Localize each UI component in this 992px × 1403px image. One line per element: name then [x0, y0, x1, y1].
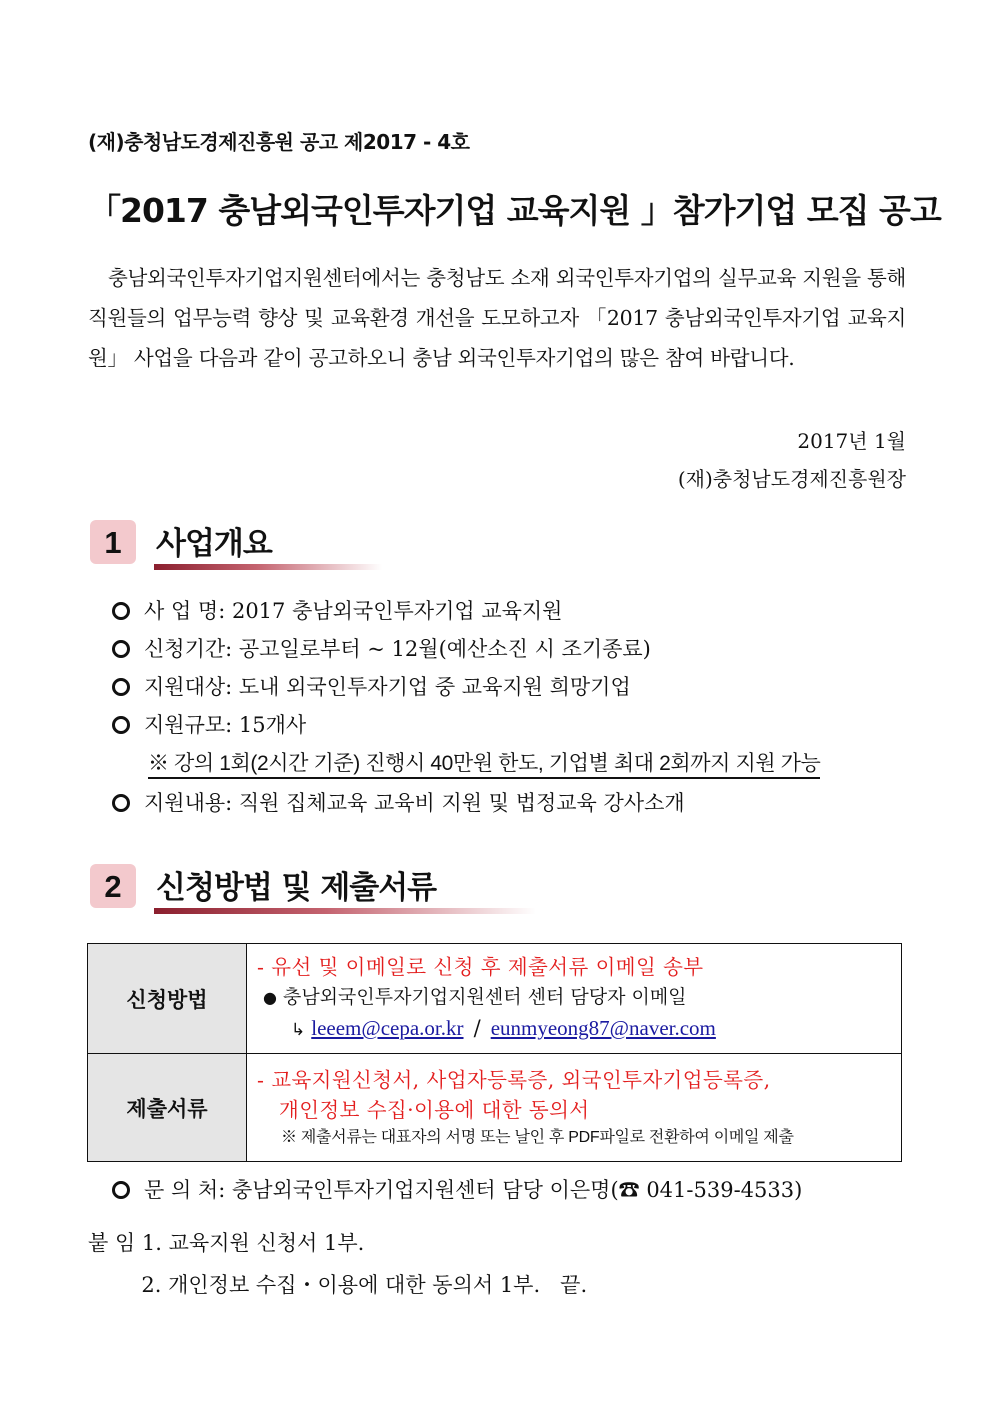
circle-bullet-icon: [112, 678, 130, 696]
notice-date: 2017년 1월: [797, 429, 906, 453]
circle-bullet-icon: [112, 640, 130, 658]
document-title: 「2017 충남외국인투자기업 교육지원 」참가기업 모집 공고: [88, 191, 941, 230]
required-documents-text-1: - 교육지원신청서, 사업자등록증, 외국인투자기업등록증,: [257, 1067, 771, 1092]
list-item: 지원규모: 15개사: [112, 706, 912, 744]
attachment-line-2: 2. 개인정보 수집・이용에 대한 동의서 1부. 끝.: [88, 1273, 588, 1297]
application-table: [87, 943, 902, 1162]
section-1-header: [90, 520, 390, 570]
contact-info: 문 의 처: 충남외국인투자기업지원센터 담당 이은명(☎ 041-539-4533): [112, 1171, 802, 1209]
list-item: 지원내용: 직원 집체교육 교육비 지원 및 법정교육 강사소개: [112, 784, 912, 822]
dot-bullet-icon: ●: [263, 988, 277, 1007]
required-documents-text-2: 개인정보 수집·이용에 대한 동의서: [279, 1097, 590, 1122]
table-row: [88, 944, 902, 1054]
email-link-1[interactable]: leeem@cepa.or.kr: [311, 1016, 464, 1040]
section-1-list: [112, 592, 912, 822]
support-note: ※ 강의 1회(2시간 기준) 진행시 40만원 한도, 기업별 최대 2회까지 지원 가능: [112, 744, 912, 784]
application-method-cell: [247, 944, 902, 1054]
circle-bullet-icon: [112, 602, 130, 620]
list-item: 사 업 명: 2017 충남외국인투자기업 교육지원: [112, 592, 912, 630]
section-2-number: 2: [90, 864, 136, 908]
intro-paragraph: 충남외국인투자기업지원센터에서는 충청남도 소재 외국인투자기업의 실무교육 지원을 통해 직원들의 업무능력 향상 및 교육환경 개선을 도모하고자 「2017 충남외국인투자기업 교육지원」 사업을 다음과 같이 공고하오니 충남 외국인투자기업의 많은 참여 바랍니다.: [88, 266, 906, 370]
list-item: 지원대상: 도내 외국인투자기업 중 교육지원 희망기업: [112, 668, 912, 706]
email-link-2[interactable]: eunmyeong87@naver.com: [490, 1016, 716, 1040]
attachment-line-1: 붙 임 1. 교육지원 신청서 1부.: [88, 1231, 365, 1255]
circle-bullet-icon: [112, 1181, 130, 1199]
section-1-number: 1: [90, 520, 136, 564]
section-2-underline: [154, 908, 536, 914]
required-documents-cell: [247, 1054, 902, 1162]
section-2-header: [90, 864, 550, 914]
issuer-signature: (재)충청남도경제진흥원장: [677, 467, 906, 491]
email-line: [257, 1013, 901, 1045]
circle-bullet-icon: [112, 716, 130, 734]
contact-email-line: ● 충남외국인투자기업지원센터 센터 담당자 이메일: [263, 986, 687, 1008]
submission-note: ※ 제출서류는 대표자의 서명 또는 날인 후 PDF파일로 전환하여 이메일 제출: [281, 1128, 794, 1146]
table-row: [88, 1054, 902, 1162]
section-1-underline: [154, 564, 382, 570]
application-method-label: 신청방법: [88, 944, 247, 1054]
email-separator: /: [473, 1016, 481, 1040]
application-method-text: - 유선 및 이메일로 신청 후 제출서류 이메일 송부: [257, 955, 704, 979]
return-arrow-icon: ↳: [291, 1020, 306, 1040]
notice-number: (재)충청남도경제진흥원 공고 제2017 - 4호: [88, 130, 470, 154]
required-documents-label: 제출서류: [88, 1054, 247, 1162]
list-item: 신청기간: 공고일로부터 ~ 12월(예산소진 시 조기종료): [112, 630, 912, 668]
circle-bullet-icon: [112, 794, 130, 812]
section-2-title: 신청방법 및 제출서류: [156, 870, 437, 906]
section-1-title: 사업개요: [156, 526, 272, 562]
attachments: [88, 1222, 587, 1306]
